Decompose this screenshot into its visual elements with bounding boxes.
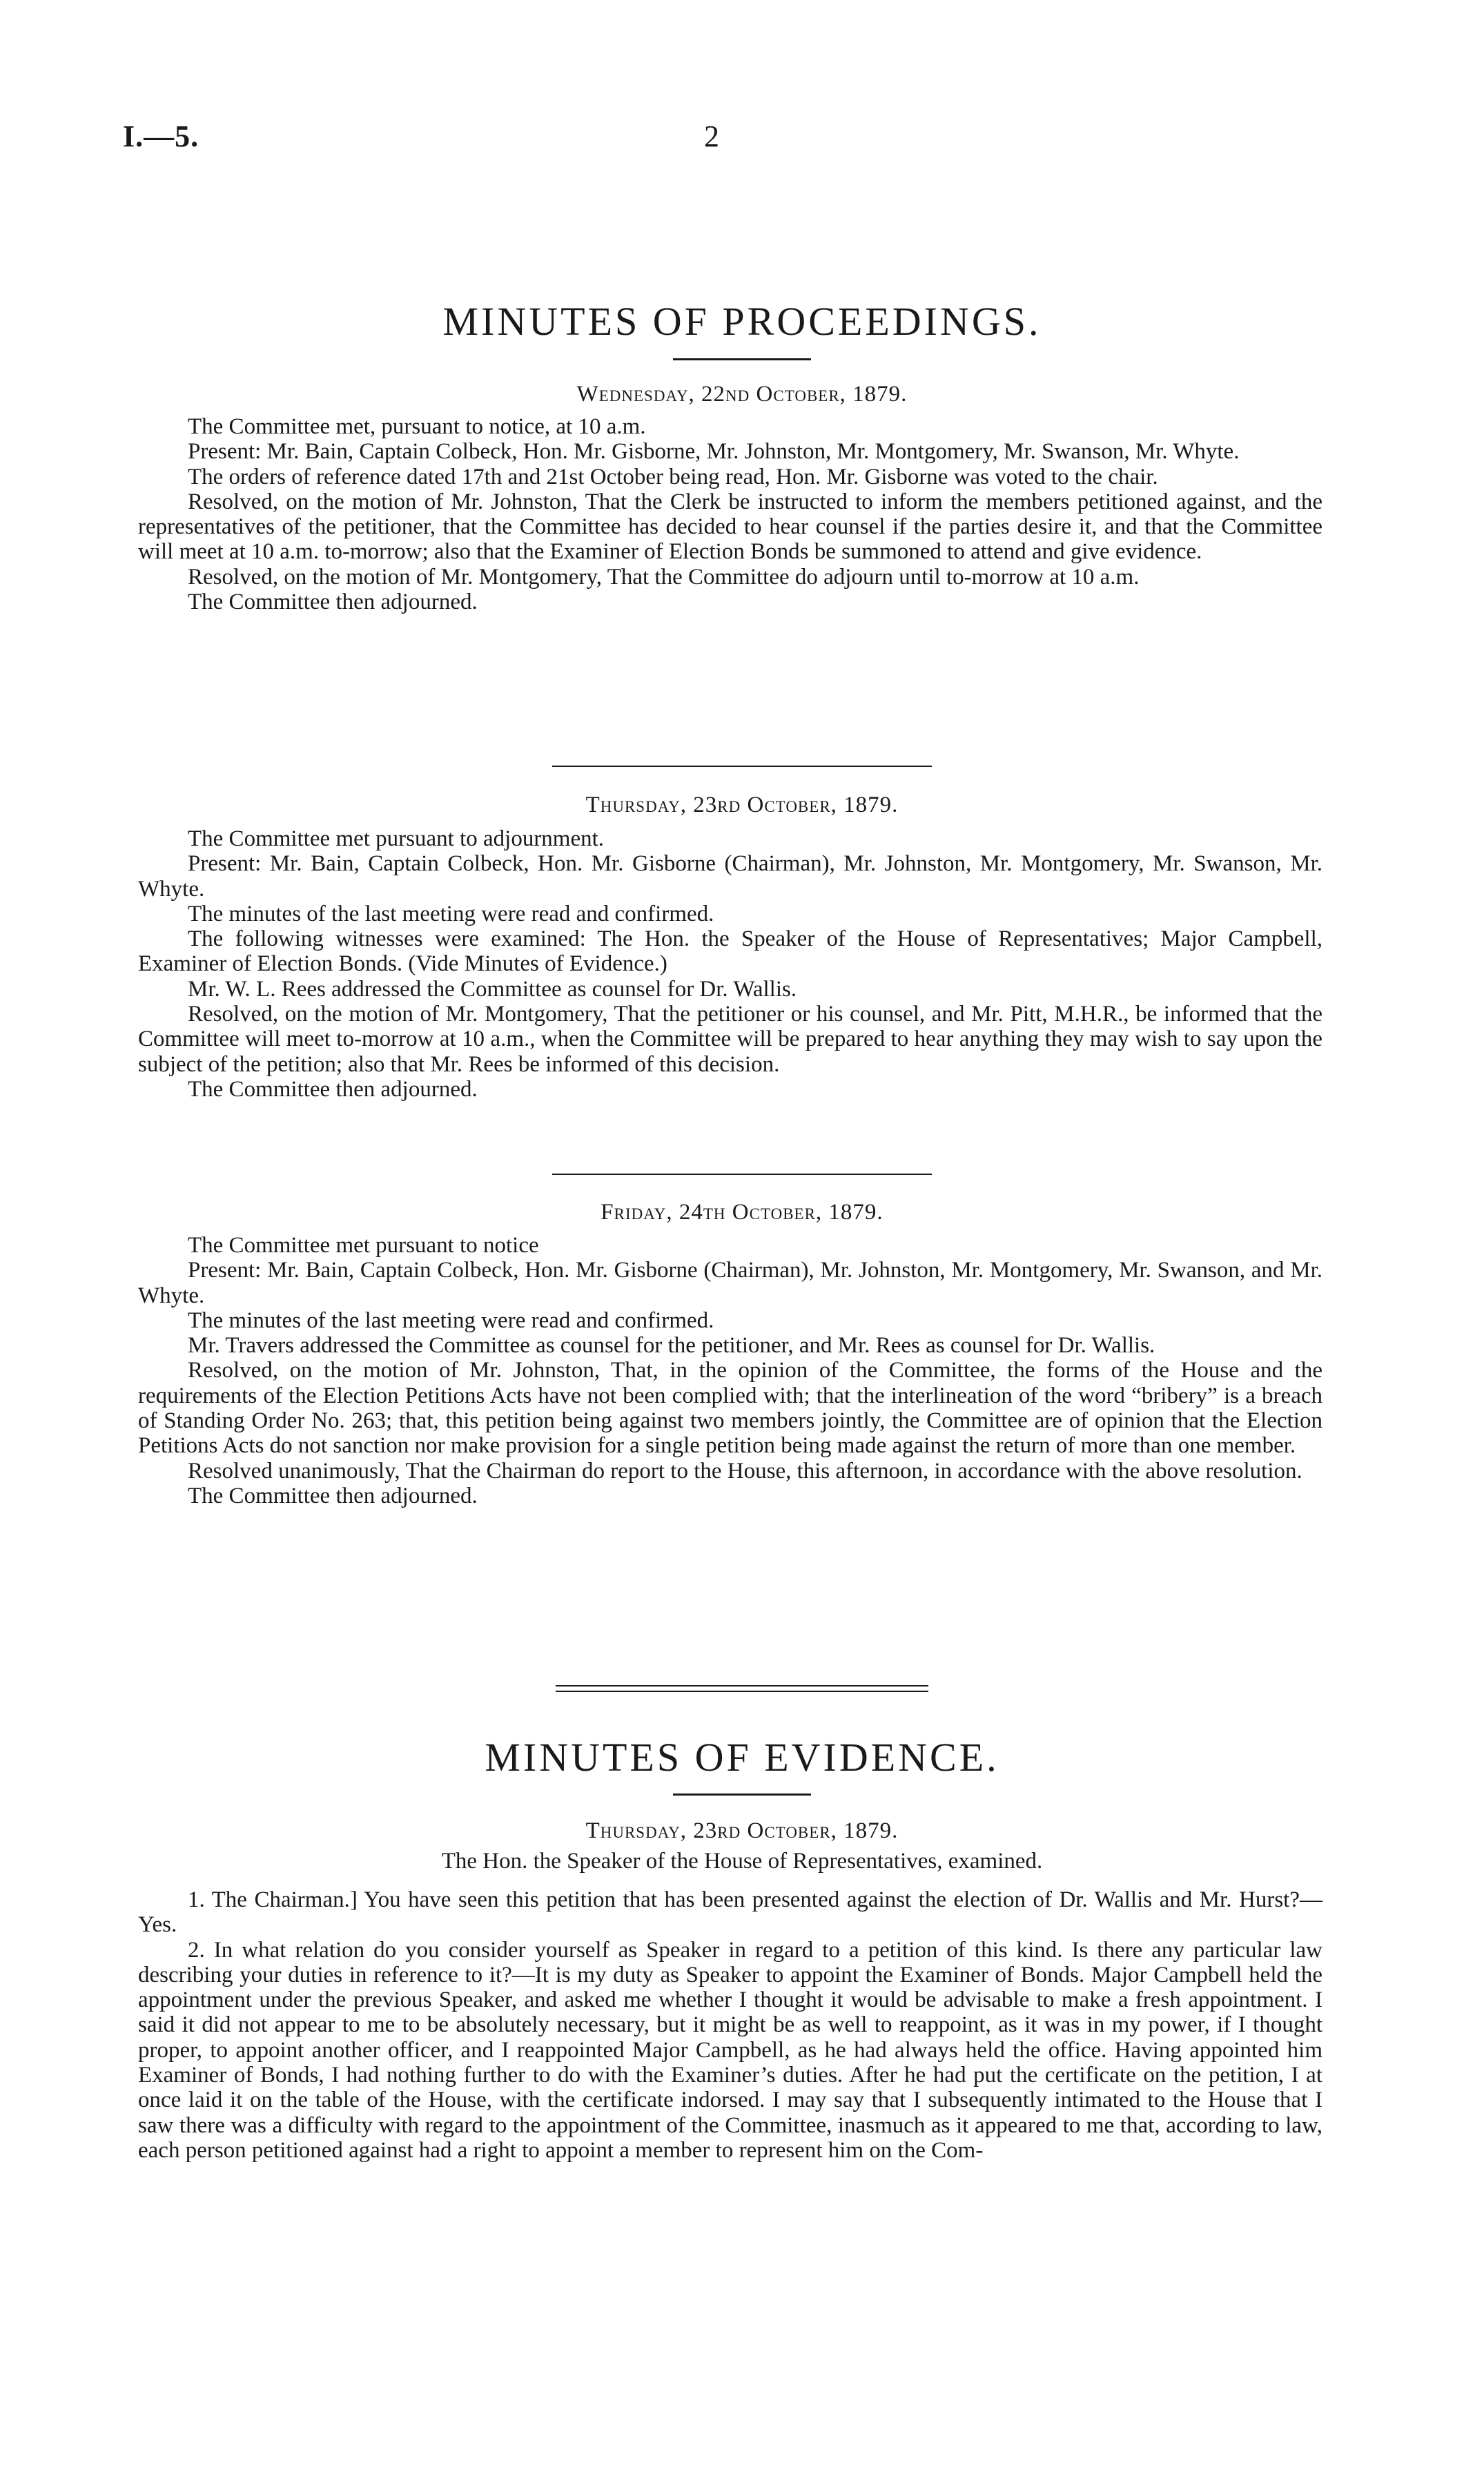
witness-heading: The Hon. the Speaker of the House of Representatives, examined.: [441, 1849, 1043, 1874]
paragraph: Resolved, on the motion of Mr. Johnston, That, in the opinion of the Committee, the forms of the House and the requirements of the Election Petitions Acts have not been complied with; that the interlineation of the word “bribery” is a breach of Standing Order No. 263; that, this petition being against two members jointly, the Committee are of opinion that the Election Petitions Acts do not sanction nor make provision for a single petition being made against the return of more than one member.: [138, 1358, 1322, 1459]
paragraph: The Committee then adjourned.: [188, 1076, 478, 1102]
question-2: 2. In what relation do you consider yourself as Speaker in regard to a petition of this kind. Is there any particular law describing your duties in reference to it?—It is my duty as Speaker to appoint the Examiner of Bonds. Major Campbell held the appointment under the previous Speaker, and asked me whether I thought it would be advisable to make a fresh appointment. I said it did not appear to me to be absolutely necessary, but it might be as well to reappoint, as it was in my power, if I thought proper, to appoint another officer, and I reappointed Major Campbell, as he had always held the office. Having appointed him Examiner of Bonds, I had nothing further to do with the Examiner’s duties. After he had put the certificate on the petition, I at once laid it on the table of the House, with the certificate indorsed. I may say that I subsequently intimated to the House that I saw there was a difficulty with regard to the appointment of the Committee, inasmuch as it appeared to me that, according to law, each person petitioned against had a right to appoint a member to represent him on the Com-: [138, 1937, 1322, 2163]
paragraph: Resolved unanimously, That the Chairman do report to the House, this afternoon, in accordance with the above resolution.: [188, 1458, 1302, 1484]
paragraph: The orders of reference dated 17th and 21st October being read, Hon. Mr. Gisborne was voted to the chair.: [188, 464, 1158, 489]
paragraph: The Committee then adjourned.: [188, 590, 478, 615]
evidence-text: [138, 1887, 1322, 2163]
paragraph: Present: Mr. Bain, Captain Colbeck, Hon. Mr. Gisborne (Chairman), Mr. Johnston, Mr. Montgomery, Mr. Swanson, and Mr. Whyte.: [138, 1258, 1322, 1308]
meeting-date: Friday, 24th October, 1879.: [601, 1200, 883, 1225]
meeting-minutes: [138, 826, 1322, 1102]
section-double-rule-top: [556, 1685, 928, 1686]
meeting-date: Wednesday, 22nd October, 1879.: [576, 382, 908, 407]
meeting-minutes: [138, 414, 1322, 614]
title-rule: [673, 358, 811, 360]
question-1: 1. The Chairman.] You have seen this petition that has been presented against the election of Dr. Wallis and Mr. Hurst?—Yes.: [138, 1887, 1322, 1938]
paragraph: The Committee met pursuant to notice: [188, 1233, 539, 1258]
paragraph: Mr. Travers addressed the Committee as counsel for the petitioner, and Mr. Rees as counsel for Dr. Wallis.: [188, 1333, 1155, 1359]
paragraph: Resolved, on the motion of Mr. Johnston, That the Clerk be instructed to inform the members petitioned against, and the representatives of the petitioner, that the Committee has decided to hear counsel if the parties desire it, and that the Committee will meet at 10 a.m. to-morrow; also that the Examiner of Election Bonds be summoned to attend and give evidence.: [138, 489, 1322, 565]
meeting-date: Thursday, 23rd October, 1879.: [585, 793, 899, 817]
paragraph: The minutes of the last meeting were read and confirmed.: [188, 1307, 714, 1333]
page-number: 2: [704, 119, 719, 153]
proceedings-title: MINUTES OF PROCEEDINGS.: [442, 299, 1042, 344]
title-rule: [673, 1793, 811, 1796]
paragraph: Mr. W. L. Rees addressed the Committee as counsel for Dr. Wallis.: [188, 976, 797, 1002]
section-divider: [552, 766, 932, 767]
paragraph: The Committee met, pursuant to notice, at 10 a.m.: [188, 414, 646, 439]
paragraph: Present: Mr. Bain, Captain Colbeck, Hon. Mr. Gisborne (Chairman), Mr. Johnston, Mr. Montgomery, Mr. Swanson, Mr. Whyte.: [138, 851, 1322, 902]
section-double-rule-bottom: [556, 1691, 928, 1692]
evidence-date: Thursday, 23rd October, 1879.: [585, 1818, 899, 1843]
section-divider: [552, 1174, 932, 1175]
paragraph: The Committee met pursuant to adjournment.: [188, 826, 605, 851]
meeting-minutes: [138, 1233, 1322, 1508]
paragraph: Resolved, on the motion of Mr. Montgomery, That the Committee do adjourn until to-morrow at 10 a.m.: [188, 564, 1140, 590]
page-reference: I.—5.: [123, 119, 199, 153]
paragraph: Resolved, on the motion of Mr. Montgomery, That the petitioner or his counsel, and Mr. Pitt, M.H.R., be informed that the Committee will meet to-morrow at 10 a.m., when the Committee will be prepared to hear anything they may wish to say upon the subject of the petition; also that Mr. Rees be informed of this decision.: [138, 1002, 1322, 1077]
paragraph: The minutes of the last meeting were read and confirmed.: [188, 901, 714, 926]
paragraph: Present: Mr. Bain, Captain Colbeck, Hon. Mr. Gisborne, Mr. Johnston, Mr. Montgomery, Mr. Swanson, Mr. Whyte.: [188, 439, 1240, 465]
paragraph: The following witnesses were examined: The Hon. the Speaker of the House of Representatives; Major Campbell, Examiner of Election Bonds. (Vide Minutes of Evidence.): [138, 926, 1322, 977]
evidence-title: MINUTES OF EVIDENCE.: [485, 1735, 999, 1780]
paragraph: The Committee then adjourned.: [188, 1483, 478, 1508]
